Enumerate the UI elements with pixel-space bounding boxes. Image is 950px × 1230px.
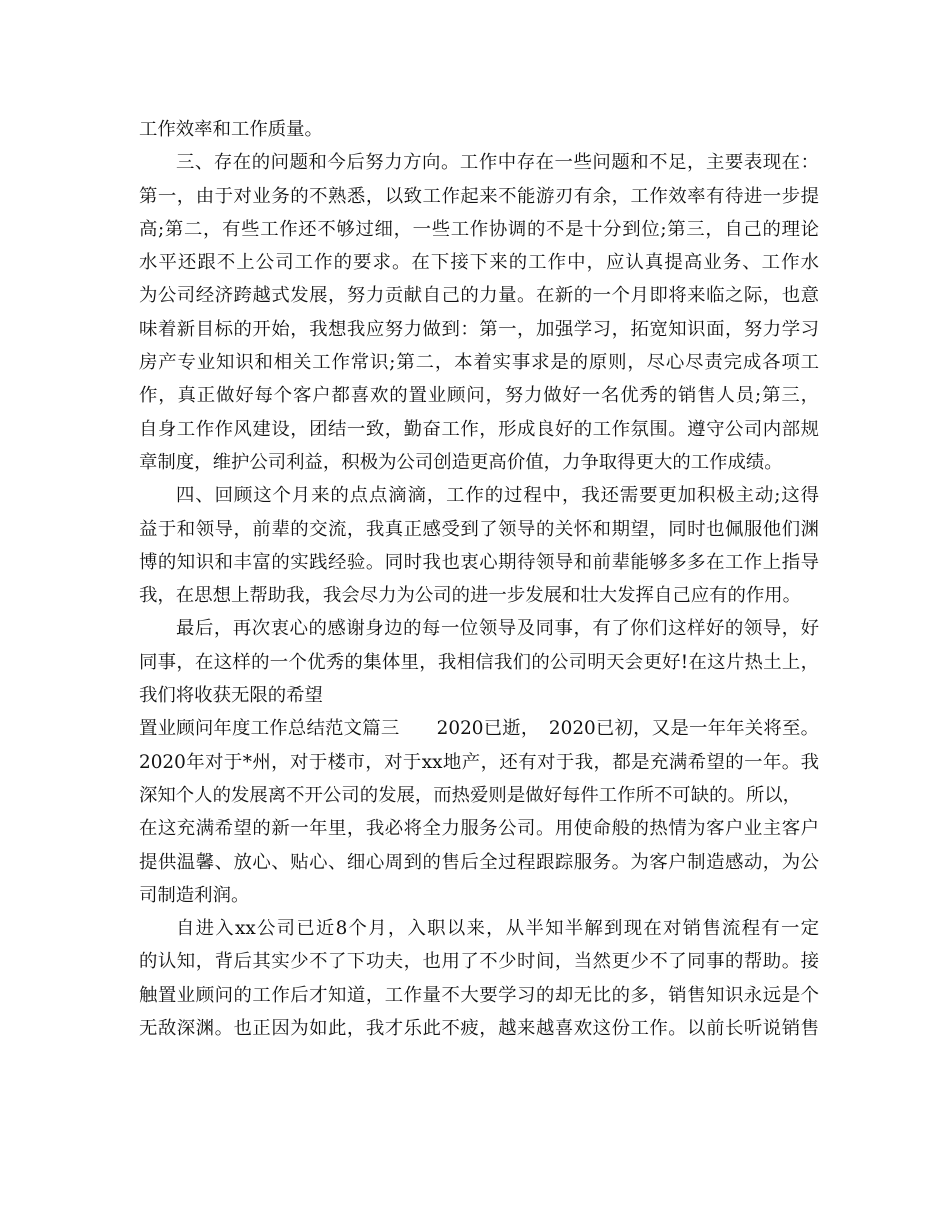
text-line: 同事，在这样的一个优秀的集体里，我相信我们的公司明天会更好!在这片热土上， — [139, 651, 819, 673]
text-line: 工作效率和工作质量。 — [139, 119, 323, 140]
text-line: 我，在思想上帮助我，我会尽力为公司的进一步发展和壮大发挥自己应有的作用。 — [139, 585, 802, 607]
text-line: 司制造利润。 — [139, 884, 250, 906]
text-line: 在这充满希望的新一年里，我必将全力服务公司。用使命般的热情为客户业主客户 — [139, 818, 819, 840]
text-line: 触置业顾问的工作后才知道，工作量不大要学习的却无比的多，销售知识永远是个 — [139, 984, 819, 1006]
text-line: 高;第二，有些工作还不够过细，一些工作协调的不是十分到位;第三，自己的理论 — [139, 218, 819, 240]
text-line: 为公司经济跨越式发展，努力贡献自己的力量。在新的一个月即将来临之际，也意 — [139, 285, 819, 307]
text-line: 置业顾问年度工作总结范文篇三 2020已逝， 2020已初，又是一年年关将至。 — [139, 718, 819, 740]
text-line: 第一，由于对业务的不熟悉，以致工作起来不能游刃有余，工作效率有待进一步提 — [139, 185, 819, 207]
text-line: 最后，再次衷心的感谢身边的每一位领导及同事，有了你们这样好的领导，好 — [176, 618, 819, 640]
text-line: 房产专业知识和相关工作常识;第二，本着实事求是的原则，尽心尽责完成各项工 — [139, 352, 819, 374]
text-line: 2020年对于*州，对于楼市，对于xx地产，还有对于我，都是充满希望的一年。我 — [139, 751, 819, 773]
text-line: 的认知，背后其实少不了下功夫，也用了不少时间，当然更少不了同事的帮助。接 — [139, 951, 819, 973]
text-line: 章制度，维护公司利益，积极为公司创造更高价值，力争取得更大的工作成绩。 — [139, 451, 783, 473]
text-line: 自进入xx公司已近8个月，入职以来，从半知半解到现在对销售流程有一定 — [176, 918, 819, 940]
text-line: 无敌深渊。也正因为如此，我才乐此不疲，越来越喜欢这份工作。以前长听说销售 — [139, 1018, 819, 1040]
text-line: 我们将收获无限的希望 — [139, 685, 323, 707]
text-line: 提供温馨、放心、贴心、细心周到的售后全过程跟踪服务。为客户制造感动，为公 — [139, 851, 819, 873]
text-line: 四、回顾这个月来的点点滴滴，工作的过程中，我还需要更加积极主动;这得 — [176, 485, 819, 507]
text-line: 味着新目标的开始，我想我应努力做到：第一，加强学习，拓宽知识面，努力学习 — [139, 318, 819, 340]
text-line: 博的知识和丰富的实践经验。同时我也衷心期待领导和前辈能够多多在工作上指导 — [139, 551, 819, 573]
document-body — [139, 113, 819, 1045]
text-line: 三、存在的问题和今后努力方向。工作中存在一些问题和不足，主要表现在： — [176, 152, 819, 174]
text-line: 水平还跟不上公司工作的要求。在下接下来的工作中，应认真提高业务、工作水 — [139, 252, 819, 274]
text-line: 益于和领导，前辈的交流，我真正感受到了领导的关怀和期望，同时也佩服他们渊 — [139, 518, 819, 540]
text-line: 自身工作作风建设，团结一致，勤奋工作，形成良好的工作氛围。遵守公司内部规 — [139, 418, 819, 440]
text-line: 作，真正做好每个客户都喜欢的置业顾问，努力做好一名优秀的销售人员;第三， — [139, 385, 819, 407]
text-line: 深知个人的发展离不开公司的发展，而热爱则是做好每件工作所不可缺的。所以， — [139, 784, 802, 806]
